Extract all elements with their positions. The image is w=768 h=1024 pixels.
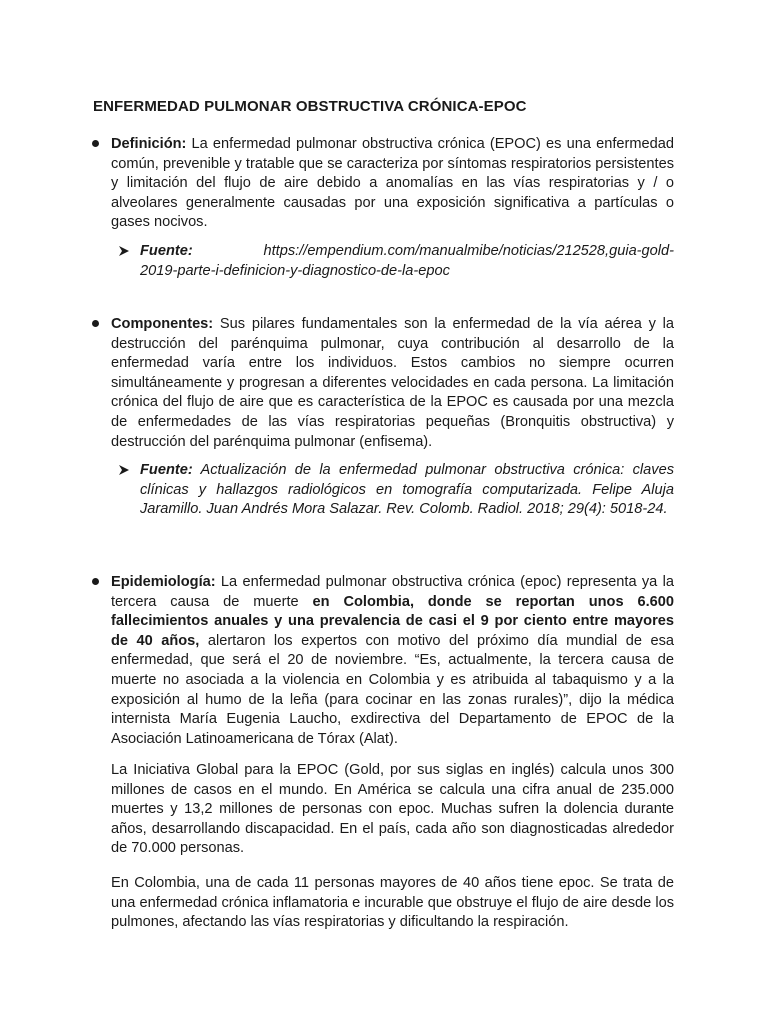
definicion-text: La enfermedad pulmonar obstructiva crónica (EPOC) es una enfermedad común, prevenible y tratable que se caracteriza por síntomas respiratorios persistentes y limitación del flujo de aire debido a anomalías en las vías respiratorias y / o alveolares generalmente causadas por una exposición significativa a partículas o gases nocivos. — [111, 136, 674, 231]
epidemiologia-paragraph — [111, 573, 674, 749]
arrow-bullet-icon — [118, 464, 130, 476]
definicion-paragraph — [111, 135, 674, 233]
source-definicion-text — [140, 242, 674, 281]
document-title: ENFERMEDAD PULMONAR OBSTRUCTIVA CRÓNICA-EPOC — [93, 98, 527, 115]
source-label: Fuente: — [140, 243, 193, 259]
epidemiologia-text-b: alertaron los expertos con motivo del próximo día mundial de esa enfermedad, que será el 20 de noviembre. “Es, actualmente, la tercera causa de muerte no asociada a la violencia en Colombia y es atribuida al tabaquismo y a la exposición al humo de la leña (para cocinar en las zonas rurales)”, dijo la médica internista María Eugenia Laucho, exdirectiva del Departamento de EPOC de la Asociación Latinoamericana de Tórax (Alat). — [111, 632, 674, 747]
epidemiologia-highlight: en Colombia, donde se reportan unos 6.600 fallecimientos anuales y una prevalencia de casi el 9 por ciento entre mayores de 40 años, — [111, 593, 674, 649]
source-url[interactable]: https://empendium.com/manualmibe/noticias/212528,guia-gold- — [263, 243, 674, 259]
componentes-label: Componentes: — [111, 316, 214, 332]
arrow-bullet-icon — [118, 245, 130, 257]
bullet-icon — [92, 320, 99, 327]
source-url-continued[interactable]: 2019-parte-i-definicion-y-diagnostico-de-la-epoc — [140, 262, 450, 279]
componentes-text: Sus pilares fundamentales son la enfermedad de la vía aérea y la destrucción del parénquima pulmonar, cuya contribución al desarrollo de la enfermedad varía entre los individuos. Estos cambios no siempre ocurren simultáneamente y progresan a diferentes velocidades en cada persona. La limitación crónica del flujo de aire que es característica de la EPOC es causada por una mezcla de enfermedades de las vías respiratorias pequeñas (Bronquitis obstructiva) y destrucción del parénquima pulmonar (enfisema). — [111, 316, 674, 450]
bullet-icon — [92, 140, 99, 147]
definicion-label: Definición: — [111, 136, 187, 152]
epidemiologia-label: Epidemiología: — [111, 574, 216, 590]
source-citation: Actualización de la enfermedad pulmonar obstructiva crónica: claves clínicas y hallazgos radiológicos en tomografía computarizada. Felipe Aluja Jaramillo. Juan Andrés Mora Salazar. Rev. Colomb. Radiol. 2018; 29(4): 5018-24. — [140, 462, 674, 518]
colombia-paragraph: En Colombia, una de cada 11 personas mayores de 40 años tiene epoc. Se trata de una enfermedad crónica inflamatoria e incurable que obstruye el flujo de aire desde los pulmones, afectando las vías respiratorias y dificultando la respiración. — [111, 875, 674, 931]
gold-paragraph: La Iniciativa Global para la EPOC (Gold, por sus siglas en inglés) calcula unos 300 millones de casos en el mundo. En América se calcula una cifra anual de 235.000 muertes y 13,2 millones de personas con epoc. Muchas sufren la dolencia durante años, desarrollando discapacidad. En el país, cada año son diagnosticadas alrededor de 70.000 personas. — [111, 762, 674, 857]
componentes-paragraph — [111, 315, 674, 452]
source-label: Fuente: — [140, 462, 193, 478]
epidemiologia-text-a: La enfermedad pulmonar obstructiva crónica (epoc) representa ya la tercera causa de muerte — [111, 574, 674, 610]
bullet-icon — [92, 578, 99, 585]
source-componentes-text — [140, 461, 674, 520]
